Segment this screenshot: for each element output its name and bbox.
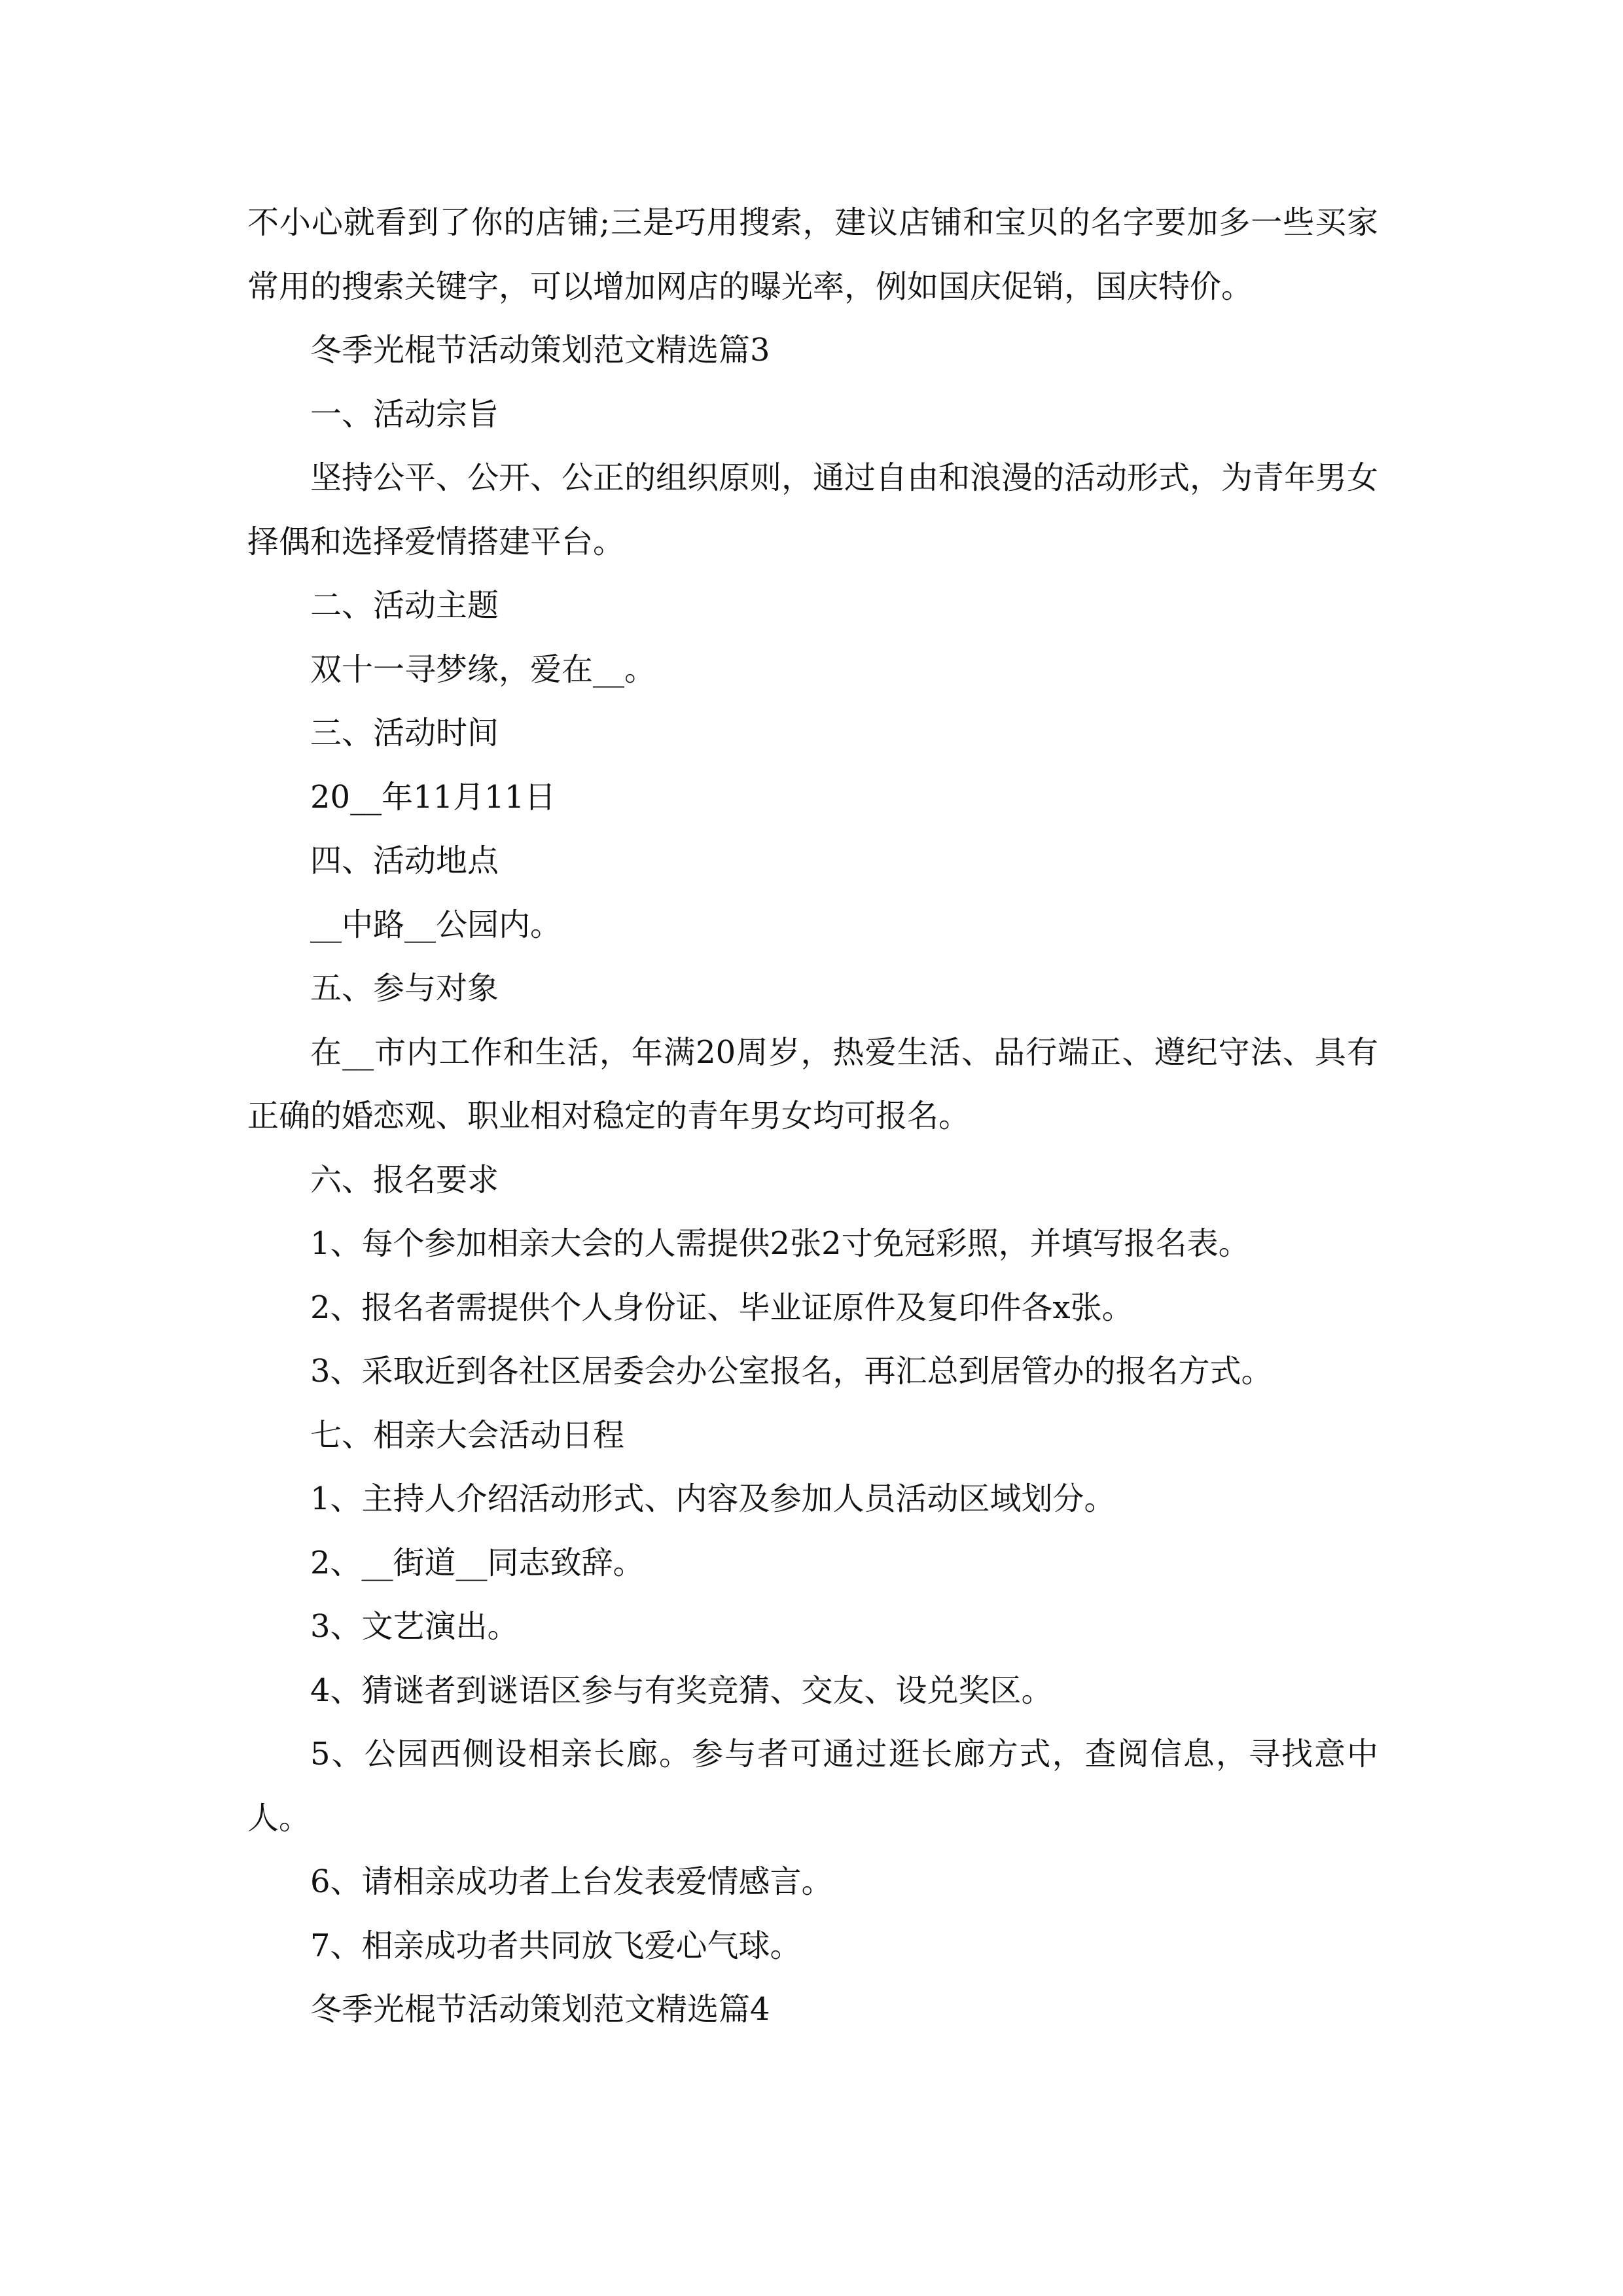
paragraph-location: __中路__公园内。	[310, 906, 562, 943]
heading-purpose: 一、活动宗旨	[310, 395, 499, 433]
schedule-item-4: 4、猜谜者到谜语区参与有奖竞猜、交友、设兑奖区。	[310, 1672, 1053, 1709]
paragraph-1: 不小心就看到了你的店铺;三是巧用搜索，建议店铺和宝贝的名字要加多一些买家常用的搜索关键字，可以增加网店的曝光率，例如国庆促销，国庆特价。	[247, 204, 1378, 305]
paragraph-theme: 双十一寻梦缘，爱在__。	[310, 651, 656, 688]
heading-location: 四、活动地点	[310, 842, 499, 879]
registration-item-1: 1、每个参加相亲大会的人需提供2张2寸免冠彩照，并填写报名表。	[310, 1225, 1250, 1262]
heading-time: 三、活动时间	[310, 715, 499, 751]
schedule-item-6: 6、请相亲成功者上台发表爱情感言。	[310, 1863, 833, 1900]
schedule-item-7: 7、相亲成功者共同放飞爱心气球。	[310, 1927, 802, 1964]
schedule-item-1: 1、主持人介绍活动形式、内容及参加人员活动区域划分。	[310, 1480, 1116, 1517]
heading-participants: 五、参与对象	[310, 970, 499, 1007]
registration-item-3: 3、采取近到各社区居委会办公室报名，再汇总到居管办的报名方式。	[310, 1353, 1273, 1390]
registration-item-2: 2、报名者需提供个人身份证、毕业证原件及复印件各x张。	[310, 1289, 1133, 1326]
paragraph-time: 20__年11月11日	[310, 778, 556, 816]
paragraph-purpose: 坚持公平、公开、公正的组织原则，通过自由和浪漫的活动形式，为青年男女择偶和选择爱情搭建平台。	[247, 459, 1379, 560]
schedule-item-5: 5、公园西侧设相亲长廊。参与者可通过逛长廊方式，查阅信息，寻找意中人。	[247, 1736, 1378, 1837]
section-title-3: 冬季光棍节活动策划范文精选篇3	[310, 332, 770, 368]
schedule-item-3: 3、文艺演出。	[310, 1608, 519, 1645]
heading-schedule: 七、相亲大会活动日程	[310, 1416, 625, 1454]
heading-theme: 二、活动主题	[310, 587, 499, 624]
section-title-4: 冬季光棍节活动策划范文精选篇4	[310, 1991, 770, 2028]
heading-registration: 六、报名要求	[310, 1161, 499, 1198]
schedule-item-2: 2、__街道__同志致辞。	[310, 1544, 645, 1581]
paragraph-participants: 在__市内工作和生活，年满20周岁，热爱生活、品行端正、遵纪守法、具有正确的婚恋观、职业相对稳定的青年男女均可报名。	[247, 1033, 1378, 1134]
document-body	[247, 191, 1378, 2042]
